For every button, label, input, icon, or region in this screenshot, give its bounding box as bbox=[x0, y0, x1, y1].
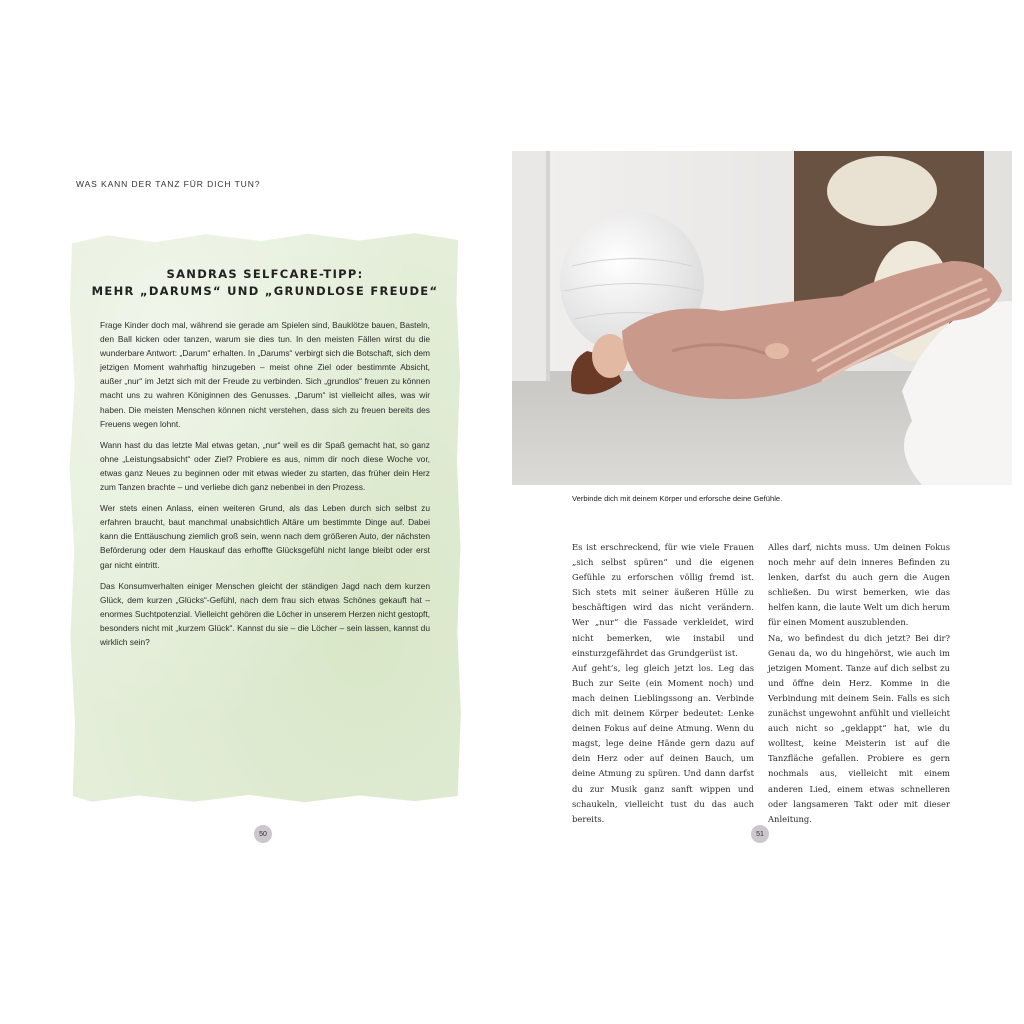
body-paragraph: Auf geht’s, leg gleich jetzt los. Leg das Buch zur Seite (ein Moment noch) und mach deinen Lieblingssong an. Verbinde dich mit deinem Körper bedeutet: Lenke deinen Fokus auf deine Atmung. Wenn du magst, lege deine Hände gern dazu auf dein Herz oder auf deinen Bauch, um deine Atmung zu spüren. Und dann darfst du zur Musik ganz sanft wippen und schaukeln, vielleicht tust du das auch bereits. bbox=[572, 662, 754, 824]
tip-paragraph: Frage Kinder doch mal, während sie gerade am Spielen sind, Bauklötze bauen, Basteln, den Ball kicken oder tanzen, warum sie dies tun. In den meisten Fällen wirst du die wunderbare Antwort: „Darum“ erhalten. In „Darums“ verbirgt sich die Botschaft, sich dem jetzigen Moment wahrhaftig hinzugeben – meist ohne Ziel oder bestimmte Absicht, außer „nur“ im Jetzt sich mit der Freude zu verbinden. Sich „grundlos“ freuen zu können macht uns zu wahren Königinnen des Genusses. „Darum“ ist vielleicht alles, was wir haben. Die meisten Menschen können nicht verstehen, dass sich zu freuen bereits des Freuens wegen lohnt. bbox=[100, 320, 430, 429]
tip-paragraph: Wann hast du das letzte Mal etwas getan, „nur“ weil es dir Spaß gemacht hat, so ganz ohne „Leistungsabsicht“ oder Ziel? Probiere es aus, nimm dir noch diese Woche vor, etwas ganz Neues zu beginnen oder mit etwas wieder zu starten, das früher dein Herz zum Tanzen brachte – und verliebe dich ganz nebenbei in den Prozess. bbox=[100, 439, 430, 493]
tip-title-line-2: MEHR „DARUMS“ UND „GRUNDLOSE FREUDE“ bbox=[91, 284, 439, 298]
body-paragraph: Na, wo befindest du dich jetzt? Bei dir? Genau da, wo du hingehörst, wie auch im jetzigen Moment. Tanze auf dich selbst zu und öffne dein Herz. Komme in die Verbindung mit deinem Sein. Falls es sich zunächst ungewohnt anfühlt und vielleicht auch nicht so „geklappt“ hat, wie du wolltest, keine Meisterin ist auf die Tanzfläche gefallen. Probiere es gern nochmals aus, vielleicht mit einem anderen Lied, einem etwas schnelleren oder langsameren Takt oder mit dieser Anleitung. bbox=[768, 632, 950, 824]
tip-paragraph: Das Konsumverhalten einiger Menschen gleicht der ständigen Jagd nach dem kurzen Glück, dem kurzen „Glücks“-Gefühl, nach dem frau sich etwas Schönes gekauft hat – enormes Suchtpotenzial. Vielleicht gehören die Löcher in unserem Herzen nicht gestopft, besonders nicht mit „kurzem Glück“. Kannst du sie – die Löcher – sein lassen, kannst du wirklich sein? bbox=[100, 580, 430, 647]
body-column-left bbox=[572, 540, 754, 827]
body-paragraph: Alles darf, nichts muss. Um deinen Fokus noch mehr auf dein inneres Befinden zu lenken, darfst du auch gern die Augen schließen. Du wirst bemerken, wie das helfen kann, die laute Welt um dich herum für einen Moment auszublenden. bbox=[768, 542, 950, 628]
tip-title bbox=[68, 266, 462, 300]
photo-woman-lying-on-floor bbox=[512, 151, 1012, 485]
photo-illustration bbox=[512, 151, 1012, 485]
tip-title-line-1: SANDRAS SELFCARE-TIPP: bbox=[166, 267, 364, 281]
photo-caption: Verbinde dich mit deinem Körper und erforsche deine Gefühle. bbox=[572, 494, 783, 503]
body-column-right bbox=[768, 540, 950, 827]
tip-paragraph: Wer stets einen Anlass, einen weiteren Grund, als das Leben durch sich selbst zu erfahren braucht, baut manchmal unabsichtlich Altäre um bestimmte Dinge auf. Dabei kann die Enttäuschung ziemlich groß sein, wenn nach dem größeren Auto, der nächsten Beförderung oder dem Hauskauf das erhoffte Glücksgefühl nicht lange bleibt oder erst gar nicht eintritt. bbox=[100, 503, 430, 570]
tip-text bbox=[100, 318, 430, 656]
page-number-left: 50 bbox=[254, 825, 272, 843]
body-paragraph: Es ist erschreckend, für wie viele Frauen „sich selbst spüren“ und die eigenen Gefühle zu erforschen völlig fremd ist. Sich stets mit seiner äußeren Hülle zu beschäftigen wird das nicht verändern. Wer „nur“ die Fassade verkleidet, wird nicht bemerken, wie instabil und einsturzgefährdet das Grundgerüst ist. bbox=[572, 542, 754, 658]
running-head: WAS KANN DER TANZ FÜR DICH TUN? bbox=[76, 179, 261, 189]
page-number-right: 51 bbox=[751, 825, 769, 843]
